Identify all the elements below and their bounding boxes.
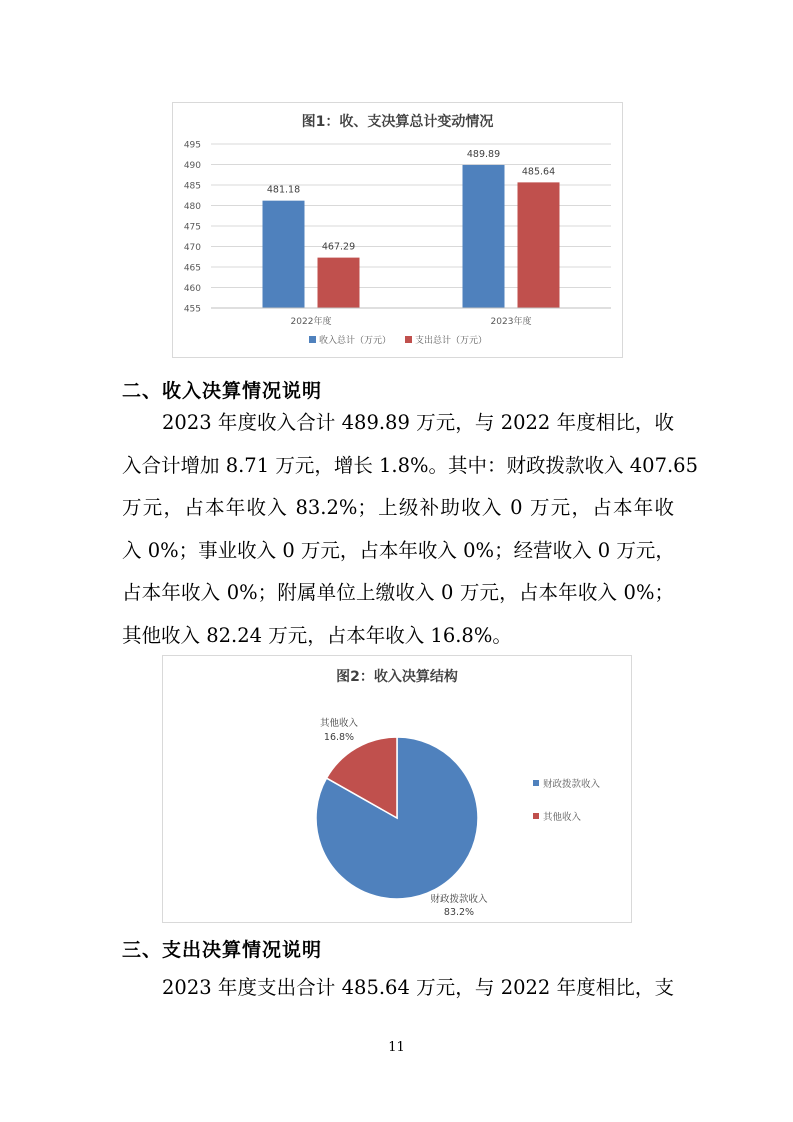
legend-swatch xyxy=(405,336,412,343)
paragraph-line: 万元，占本年收入 83.2%；上级补助收入 0 万元，占本年收 xyxy=(122,496,674,519)
y-tick-label: 485 xyxy=(183,181,201,192)
legend-label: 财政拨款收入 xyxy=(543,779,601,790)
data-label: 489.89 xyxy=(466,148,501,160)
chart1-title: 图1：收、支决算总计变动情况 xyxy=(301,114,494,130)
paragraph-line: 占本年收入 0%；附属单位上缴收入 0 万元，占本年收入 0%； xyxy=(122,581,674,604)
section3-heading: 三、支出决算情况说明 xyxy=(122,939,323,961)
page-number: 11 xyxy=(388,1040,405,1055)
legend-label: 其他收入 xyxy=(543,812,582,823)
y-tick-label: 470 xyxy=(183,243,201,253)
legend-swatch xyxy=(309,336,316,343)
income-structure-pie-chart xyxy=(162,655,632,923)
slice-label-name: 其他收入 xyxy=(319,718,359,729)
income-expense-bar-chart xyxy=(172,102,623,358)
paragraph-line: 入合计增加 8.71 万元，增长 1.8%。其中：财政拨款收入 407.65 xyxy=(122,453,698,477)
data-label: 467.29 xyxy=(321,241,356,253)
paragraph-line: 2023 年度收入合计 489.89 万元，与 2022 年度相比，收 xyxy=(162,411,674,434)
paragraph-line: 入 0%；事业收入 0 万元，占本年收入 0%；经营收入 0 万元， xyxy=(122,538,675,562)
bar xyxy=(518,182,560,308)
bar xyxy=(318,258,360,308)
chart1-plot xyxy=(173,103,622,357)
slice-label-value: 83.2% xyxy=(443,907,475,918)
y-tick-label: 490 xyxy=(183,161,201,171)
legend-label: 收入总计（万元） xyxy=(319,336,392,346)
data-label: 481.18 xyxy=(266,184,301,196)
slice-label-value: 16.8% xyxy=(323,732,355,743)
x-tick-label: 2022年度 xyxy=(290,317,332,327)
y-tick-label: 465 xyxy=(183,263,201,274)
data-label: 485.64 xyxy=(521,166,556,178)
paragraph-line: 其他收入 82.24 万元，占本年收入 16.8%。 xyxy=(122,623,512,647)
section2-heading: 二、收入决算情况说明 xyxy=(122,380,323,402)
legend-swatch xyxy=(533,813,539,819)
y-tick-label: 495 xyxy=(183,140,201,151)
bar xyxy=(263,201,305,308)
section2-paragraph xyxy=(122,402,698,657)
bar xyxy=(463,165,505,308)
y-tick-label: 460 xyxy=(183,284,201,294)
legend-swatch xyxy=(533,780,539,786)
chart2-title: 图2：收入决算结构 xyxy=(336,669,458,685)
y-tick-label: 475 xyxy=(183,222,201,233)
paragraph-line: 2023 年度支出合计 485.64 万元，与 2022 年度相比，支 xyxy=(162,976,674,999)
y-tick-label: 480 xyxy=(183,202,201,212)
chart2-plot xyxy=(163,656,631,922)
x-tick-label: 2023年度 xyxy=(490,317,532,327)
section3-paragraph xyxy=(122,967,674,1010)
y-tick-label: 455 xyxy=(183,304,201,315)
slice-label-name: 财政拨款收入 xyxy=(430,894,488,905)
legend-label: 支出总计（万元） xyxy=(415,336,488,346)
